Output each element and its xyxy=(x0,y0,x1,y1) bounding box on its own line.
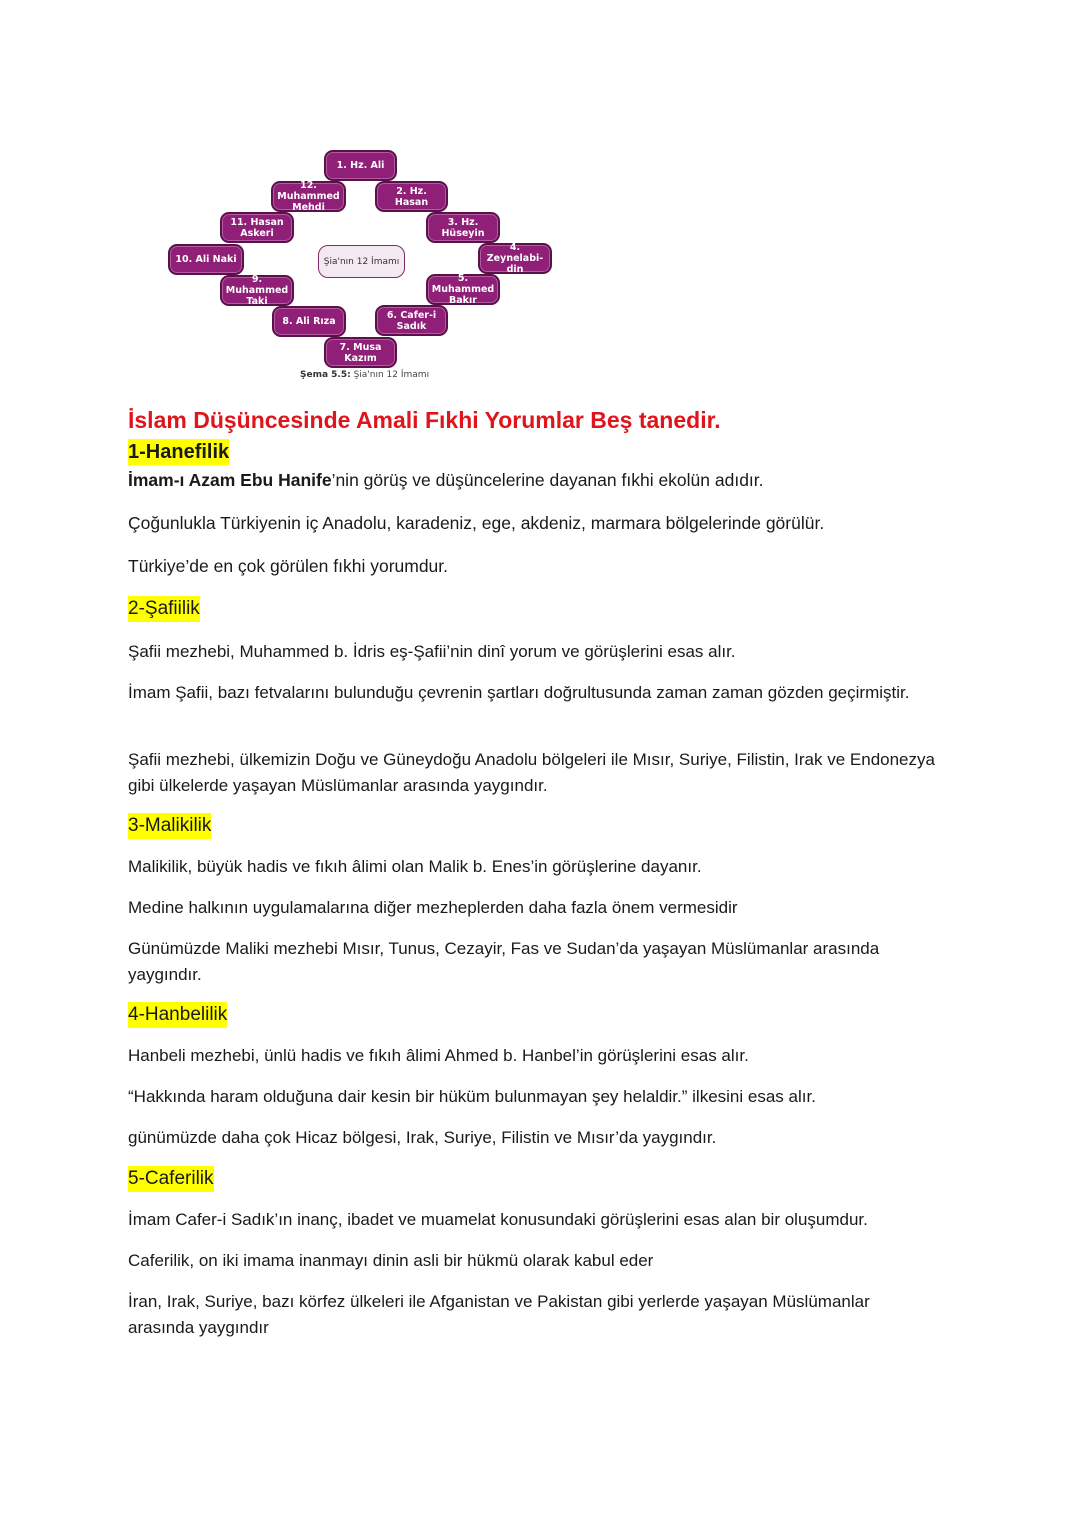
caption-text: Şia'nın 12 İmamı xyxy=(350,370,430,380)
imam-box-9: 9. Muhammed Taki xyxy=(220,275,294,306)
imam-box-1: 1. Hz. Ali xyxy=(324,150,397,181)
hanbelilik-paragraph-1: Hanbeli mezhebi, ünlü hadis ve fıkıh âlimi Ahmed b. Hanbel’in görüşlerini esas alır. xyxy=(128,1046,749,1065)
section-heading-hanbelilik xyxy=(128,1002,227,1028)
diagram-center-label: Şia'nın 12 İmamı xyxy=(318,245,405,278)
section-heading-hanefilik xyxy=(128,439,229,465)
hanefilik-bold-name: İmam-ı Azam Ebu Hanife xyxy=(128,470,332,490)
safiilik-paragraph-2: İmam Şafii, bazı fetvalarını bulunduğu çevrenin şartları doğrultusunda zaman zaman gözden geçirmiştir. xyxy=(128,683,910,702)
hanefilik-p1-rest: ’nin görüş ve düşüncelerine dayanan fıkhi ekolün adıdır. xyxy=(331,470,764,490)
imam-box-8: 8. Ali Rıza xyxy=(272,306,346,337)
imam-box-10: 10. Ali Naki xyxy=(168,244,244,275)
hanbelilik-paragraph-3: günümüzde daha çok Hicaz bölgesi, Irak, Suriye, Filistin ve Mısır’da yaygındır. xyxy=(128,1128,717,1147)
imam-box-6: 6. Cafer-i Sadık xyxy=(375,305,448,336)
heading-highlight: 1-Hanefilik xyxy=(128,441,230,463)
caferilik-paragraph-3: İran, Irak, Suriye, bazı körfez ülkeleri ile Afganistan ve Pakistan gibi yerlerde yaşayan Müslümanlar arasında yaygındır xyxy=(128,1292,870,1337)
caferilik-paragraph-1: İmam Cafer-i Sadık’ın inanç, ibadet ve muamelat konusundaki görüşlerini esas alan bir oluşumdur. xyxy=(128,1210,868,1229)
caption-label: Şema 5.5: xyxy=(300,370,351,380)
section-heading-safiilik xyxy=(128,596,200,622)
section-heading-caferilik xyxy=(128,1166,214,1192)
hanefilik-paragraph-2: Çoğunlukla Türkiyenin iç Anadolu, karadeniz, ege, akdeniz, marmara bölgelerinde görülür. xyxy=(128,513,825,533)
hanefilik-paragraph-3: Türkiye’de en çok görülen fıkhi yorumdur. xyxy=(128,556,449,576)
malikilik-paragraph-3: Günümüzde Maliki mezhebi Mısır, Tunus, Cezayir, Fas ve Sudan’da yaşayan Müslümanlar arasında yaygındır. xyxy=(128,939,880,984)
hanbelilik-paragraph-2: “Hakkında haram olduğuna dair kesin bir hüküm bulunmayan şey helaldir.” ilkesini esas alır. xyxy=(128,1087,816,1106)
heading-highlight: 3-Malikilik xyxy=(128,813,211,839)
safiilik-paragraph-1: Şafii mezhebi, Muhammed b. İdris eş-Şafii’nin dinî yorum ve görüşlerini esas alır. xyxy=(128,642,736,661)
hanefilik-paragraph-1 xyxy=(128,467,938,493)
document-body xyxy=(128,404,948,1337)
imam-box-5: 5. Muhammed Bakır xyxy=(426,274,500,305)
malikilik-paragraph-2: Medine halkının uygulamalarına diğer mezheplerden daha fazla önem vermesidir xyxy=(128,898,738,917)
safiilik-paragraph-3: Şafii mezhebi, ülkemizin Doğu ve Güneydoğu Anadolu bölgeleri ile Mısır, Suriye, Filistin, Irak ve Endonezya gibi ülkelerde yaşayan Müslümanlar arasında yaygındır. xyxy=(128,750,935,795)
caferilik-paragraph-2: Caferilik, on iki imama inanmayı dinin asli bir hükmü olarak kabul eder xyxy=(128,1251,654,1270)
heading-highlight: 5-Caferilik xyxy=(128,1166,214,1192)
imams-diagram xyxy=(0,0,1080,400)
malikilik-paragraph-1: Malikilik, büyük hadis ve fıkıh âlimi olan Malik b. Enes’in görüşlerine dayanır. xyxy=(128,857,702,876)
imam-box-12: 12. Muhammed Mehdi xyxy=(271,181,346,212)
section-heading-malikilik xyxy=(128,813,211,839)
main-title: İslam Düşüncesinde Amali Fıkhi Yorumlar Beş tanedir. xyxy=(128,407,721,433)
imam-box-11: 11. Hasan Askeri xyxy=(220,212,294,243)
imam-box-2: 2. Hz. Hasan xyxy=(375,181,448,212)
heading-highlight: 4-Hanbelilik xyxy=(128,1002,227,1028)
imam-box-7: 7. Musa Kazım xyxy=(324,337,397,368)
heading-highlight: 2-Şafiilik xyxy=(128,596,200,622)
diagram-caption xyxy=(300,370,429,380)
imam-box-4: 4. Zeynelabi- din xyxy=(478,243,552,274)
imam-box-3: 3. Hz. Hüseyin xyxy=(426,212,500,243)
